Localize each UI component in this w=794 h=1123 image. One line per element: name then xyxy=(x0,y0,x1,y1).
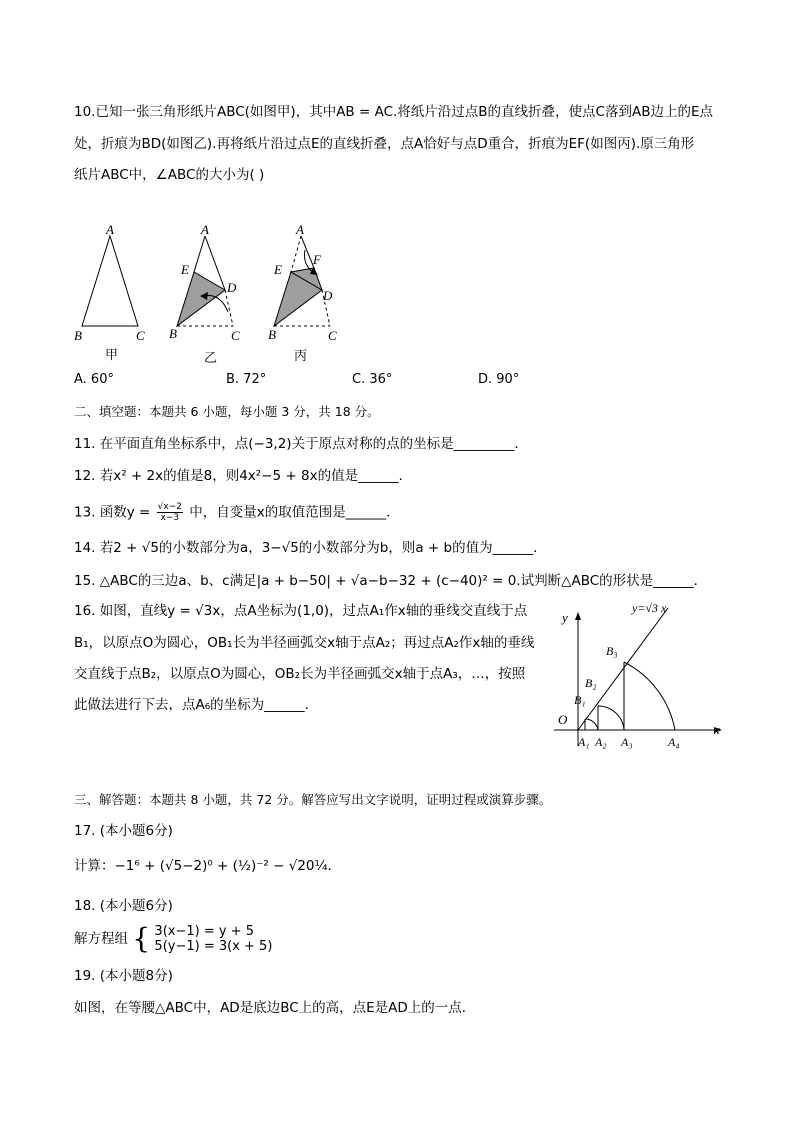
q13 xyxy=(74,502,400,523)
figure-jia xyxy=(74,222,145,343)
fig-jia-A: A xyxy=(106,222,114,237)
fig-yi-D: D xyxy=(227,280,237,295)
fig-jia-C: C xyxy=(136,328,145,343)
q11: 11. 在平面直角坐标系中，点(−3,2)关于原点对称的点的坐标是_________． xyxy=(74,436,528,452)
q10-line3: 纸片ABC中，∠ABC的大小为( ) xyxy=(74,167,265,183)
q17-body: 计算：−1⁶ + (√5−2)⁰ + (½)⁻² − √20¼． xyxy=(74,858,342,874)
q18-equations xyxy=(154,924,272,954)
section3-heading: 三、解答题：本题共 8 小题，共 72 分。解答应写出文字说明，证明过程或演算步骤。 xyxy=(74,792,552,807)
graph-y-label: y xyxy=(562,610,568,625)
q12: 12. 若x² + 2x的值是8，则4x²−5 + 8x的值是______． xyxy=(74,468,413,484)
q13-fraction xyxy=(157,502,183,523)
fig-bing-B: B xyxy=(268,327,276,342)
fig-yi-E: E xyxy=(181,262,189,277)
graph-B2-label: B₂ xyxy=(585,676,597,690)
fig-bing-D: D xyxy=(323,288,333,303)
fig-yi-B: B xyxy=(169,326,177,341)
caption-jia: 甲 xyxy=(105,348,119,363)
q16-line3: 交直线于点B₂，以原点O为圆心，OB₂长为半径画弧交x轴于点A₃，…，按照 xyxy=(74,666,526,682)
graph-A1-label: A₁ xyxy=(578,735,590,749)
caption-yi: 乙 xyxy=(204,351,218,366)
q14: 14. 若2 + √5的小数部分为a，3−√5的小数部分为b，则a + b的值为______． xyxy=(74,540,547,556)
q18-brace: { xyxy=(132,922,151,955)
fig-bing-F: F xyxy=(313,252,321,267)
q10-line2: 处，折痕为BD(如图乙).再将纸片沿过点E的直线折叠，点A恰好与点D重合，折痕为EF(如图丙).原三角形 xyxy=(74,136,695,152)
q18-eq1: 3(x−1) = y + 5 xyxy=(154,924,254,939)
q13-denominator: x−3 xyxy=(160,513,180,523)
q10-line1: 10.已知一张三角形纸片ABC(如图甲)，其中AB = AC.将纸片沿过点B的直线折叠，使点C落到AB边上的E点 xyxy=(74,104,714,120)
fig-bing-E: E xyxy=(274,262,282,277)
q16-graph xyxy=(552,600,732,750)
graph-line-label: y=√3 x xyxy=(632,601,667,615)
q10-option-a: A. 60° xyxy=(74,372,114,387)
q16-line4: 此做法进行下去，点A₆的坐标为______． xyxy=(74,697,319,713)
q19-heading: 19. (本小题8分) xyxy=(74,968,173,984)
q10-option-d: D. 90° xyxy=(478,372,520,387)
q18-eq2: 5(y−1) = 3(x + 5) xyxy=(154,939,273,954)
q18-body xyxy=(74,922,272,960)
figure-yi xyxy=(169,222,240,343)
q13-pre: 13. 函数y = xyxy=(74,504,151,521)
q15: 15. △ABC的三边a、b、c满足|a + b−50| + √a−b−32 + (c−40)² = 0.试判断△ABC的形状是______． xyxy=(74,573,708,589)
q10-option-b: B. 72° xyxy=(226,372,267,387)
fig-bing-A: A xyxy=(296,222,304,237)
section2-heading: 二、填空题：本题共 6 小题，每小题 3 分，共 18 分。 xyxy=(74,404,380,419)
graph-B1-label: B₁ xyxy=(574,693,586,707)
fig-yi-C: C xyxy=(231,328,240,343)
graph-A2-label: A₂ xyxy=(595,735,607,749)
graph-x-label: x xyxy=(714,722,720,737)
figure-bing xyxy=(268,222,337,343)
q13-numerator: √x−2 xyxy=(157,502,182,512)
q17-heading: 17. (本小题6分) xyxy=(74,823,173,839)
fig-yi-A: A xyxy=(201,222,209,237)
q10-option-c: C. 36° xyxy=(352,372,393,387)
fig-bing-C: C xyxy=(328,328,337,343)
q13-post: 中，自变量x的取值范围是______． xyxy=(189,504,400,521)
q18-heading: 18. (本小题6分) xyxy=(74,898,173,914)
graph-O-label: O xyxy=(558,712,568,727)
graph-A3-label: A₃ xyxy=(621,735,633,749)
graph-B3-label: B₃ xyxy=(606,644,618,658)
graph-A4-label: A₄ xyxy=(668,735,680,749)
fig-jia-B: B xyxy=(74,328,82,343)
q19-body: 如图，在等腰△ABC中，AD是底边BC上的高，点E是AD上的一点． xyxy=(74,1000,476,1016)
q16-line1: 16. 如图，直线y = √3x，点A坐标为(1,0)，过点A₁作x轴的垂线交直线于点 xyxy=(74,603,528,619)
q18-pre: 解方程组 xyxy=(74,931,128,947)
caption-bing: 丙 xyxy=(294,349,308,364)
q16-line2: B₁，以原点O为圆心，OB₁长为半径画弧交x轴于点A₂；再过点A₂作x轴的垂线 xyxy=(74,635,535,651)
